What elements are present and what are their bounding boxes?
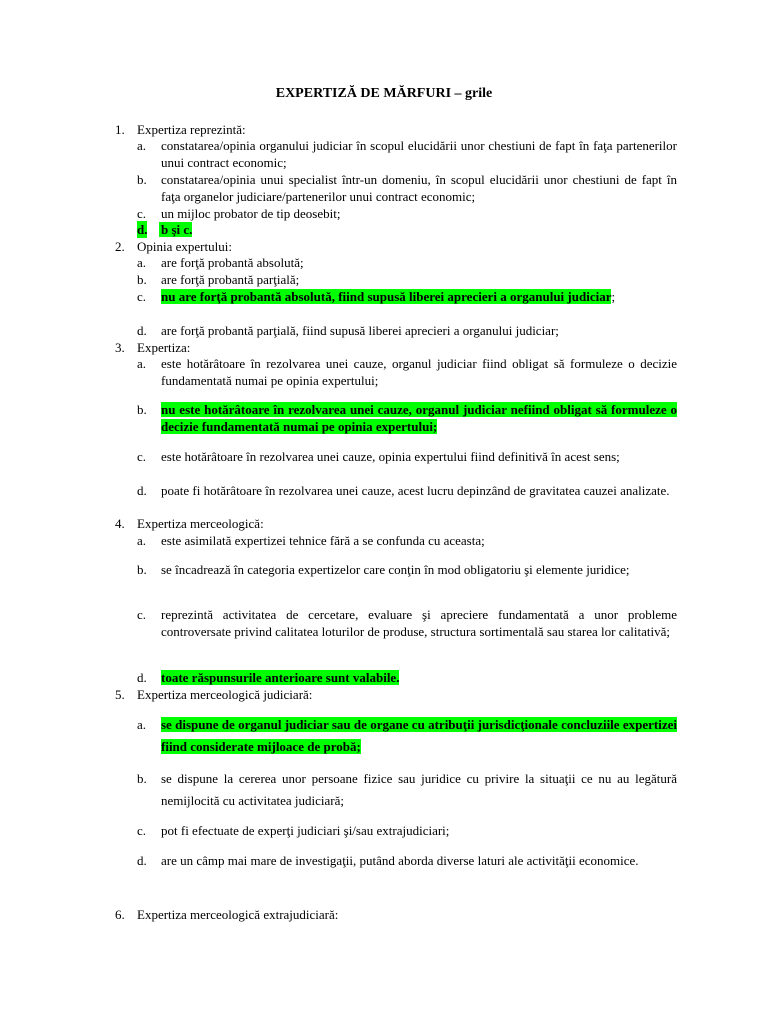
option-1d-correct <box>137 221 677 238</box>
option-3b-correct <box>137 401 677 435</box>
question-text: Opinia expertului: <box>137 239 232 254</box>
option-text: un mijloc probator de tip deosebit; <box>161 206 341 221</box>
option-text: reprezintă activitatea de cercetare, evaluare şi apreciere fundamentată a unor probleme controversate privind calitatea loturilor de produse, structura sortimentală sau starea lor calitativă; <box>161 607 677 639</box>
question-3 <box>115 339 190 356</box>
option-suffix: ; <box>611 289 616 304</box>
option-5c <box>137 820 677 842</box>
option-letter: c. <box>137 289 147 304</box>
option-letter: c. <box>137 206 147 221</box>
option-letter: a. <box>137 533 147 548</box>
option-text: este hotărâtoare în rezolvarea unei cauze, organul judiciar fiind obligat să formuleze o decizie fundamentată numai pe opinia expertului; <box>161 356 677 388</box>
option-letter: a. <box>137 356 147 371</box>
option-5d <box>137 850 677 872</box>
option-5b <box>137 768 677 812</box>
option-letter: b. <box>137 272 147 287</box>
option-text: are un câmp mai mare de investigaţii, putând aborda diverse laturi ale activităţii economice. <box>161 853 639 868</box>
option-text: este hotărâtoare în rezolvarea unei cauze, opinia expertului fiind definitivă în acest sens; <box>161 449 620 464</box>
option-2c-correct <box>137 288 677 305</box>
option-3d <box>137 482 677 499</box>
option-text-highlighted: nu are forţă probantă absolută, fiind supusă liberei aprecieri a organului judiciar <box>161 289 612 304</box>
option-text: constatarea/opinia unui specialist într-un domeniu, în scopul elucidării unor chestiuni de fapt în faţa organelor judiciare/partenerilor unui contract economic; <box>161 172 677 204</box>
question-text: Expertiza merceologică extrajudiciară: <box>137 907 339 922</box>
option-text: pot fi efectuate de experţi judiciari şi/sau extrajudiciari; <box>161 823 450 838</box>
option-text-highlighted: toate răspunsurile anterioare sunt valabile. <box>161 670 400 685</box>
option-1a <box>137 137 677 171</box>
option-4c <box>137 606 677 640</box>
option-text: este asimilată expertizei tehnice fără a se confunda cu aceasta; <box>161 533 485 548</box>
option-4a <box>137 532 677 549</box>
option-4d-correct <box>137 669 677 686</box>
option-letter: d. <box>137 853 147 868</box>
option-letter: b. <box>137 402 147 417</box>
option-text: are forţă probantă parţială; <box>161 272 300 287</box>
option-2b <box>137 271 677 288</box>
option-text: constatarea/opinia organului judiciar în scopul elucidării unor chestiuni de fapt în faţa partenerilor unui contract economic; <box>161 138 677 170</box>
question-text: Expertiza merceologică judiciară: <box>137 687 313 702</box>
option-text: se dispune la cererea unor persoane fizice sau juridice cu privire la situaţii ce nu au legătură nemijlocită cu activitatea judiciară; <box>161 771 677 808</box>
question-number: 2. <box>115 239 125 254</box>
question-number: 5. <box>115 687 125 702</box>
question-number: 4. <box>115 516 125 531</box>
question-6 <box>115 906 338 923</box>
question-2 <box>115 238 232 255</box>
option-text: are forţă probantă absolută; <box>161 255 304 270</box>
option-letter: a. <box>137 717 147 732</box>
option-text-highlighted: nu este hotărâtoare în rezolvarea unei cauze, organul judiciar nefiind obligat să formuleze o decizie fundamentată numai pe opinia expertului; <box>161 402 677 434</box>
option-4b <box>137 561 677 578</box>
option-letter: c. <box>137 607 147 622</box>
document-title: EXPERTIZĂ DE MĂRFURI – grile <box>275 86 493 101</box>
question-text: Expertiza merceologică: <box>137 516 264 531</box>
question-number: 1. <box>115 122 125 137</box>
option-3c <box>137 448 677 465</box>
option-text: are forţă probantă parţială, fiind supusă liberei aprecieri a organului judiciar; <box>161 323 559 338</box>
question-text: Expertiza reprezintă: <box>137 122 246 137</box>
option-letter: d. <box>137 483 147 498</box>
option-letter: b. <box>137 562 147 577</box>
option-letter: c. <box>137 823 147 838</box>
question-5 <box>115 686 312 703</box>
question-text: Expertiza: <box>137 340 191 355</box>
option-5a-correct <box>137 714 677 758</box>
option-2a <box>137 254 677 271</box>
question-4 <box>115 515 264 532</box>
option-2d <box>137 322 677 339</box>
option-text: se încadrează în categoria expertizelor care conţin în mod obligatoriu şi elemente juridice; <box>161 562 630 577</box>
option-3a <box>137 355 677 389</box>
question-number: 3. <box>115 340 125 355</box>
option-1b <box>137 171 677 205</box>
question-number: 6. <box>115 907 125 922</box>
option-text-highlighted: b şi c. <box>161 222 193 237</box>
option-letter: d. <box>137 222 148 237</box>
option-text: poate fi hotărâtoare în rezolvarea unei cauze, acest lucru depinzând de gravitatea cauzei analizate. <box>161 483 670 498</box>
option-letter: b. <box>137 172 147 187</box>
option-letter: d. <box>137 323 147 338</box>
option-letter: b. <box>137 771 147 786</box>
option-letter: c. <box>137 449 147 464</box>
option-text-highlighted: se dispune de organul judiciar sau de organe cu atribuţii jurisdicţionale concluziile expertizei fiind considerate mijloace de probă; <box>161 717 677 754</box>
question-1 <box>115 121 246 138</box>
option-letter: a. <box>137 138 147 153</box>
option-1c <box>137 205 677 222</box>
option-letter: d. <box>137 670 147 685</box>
option-letter: a. <box>137 255 147 270</box>
